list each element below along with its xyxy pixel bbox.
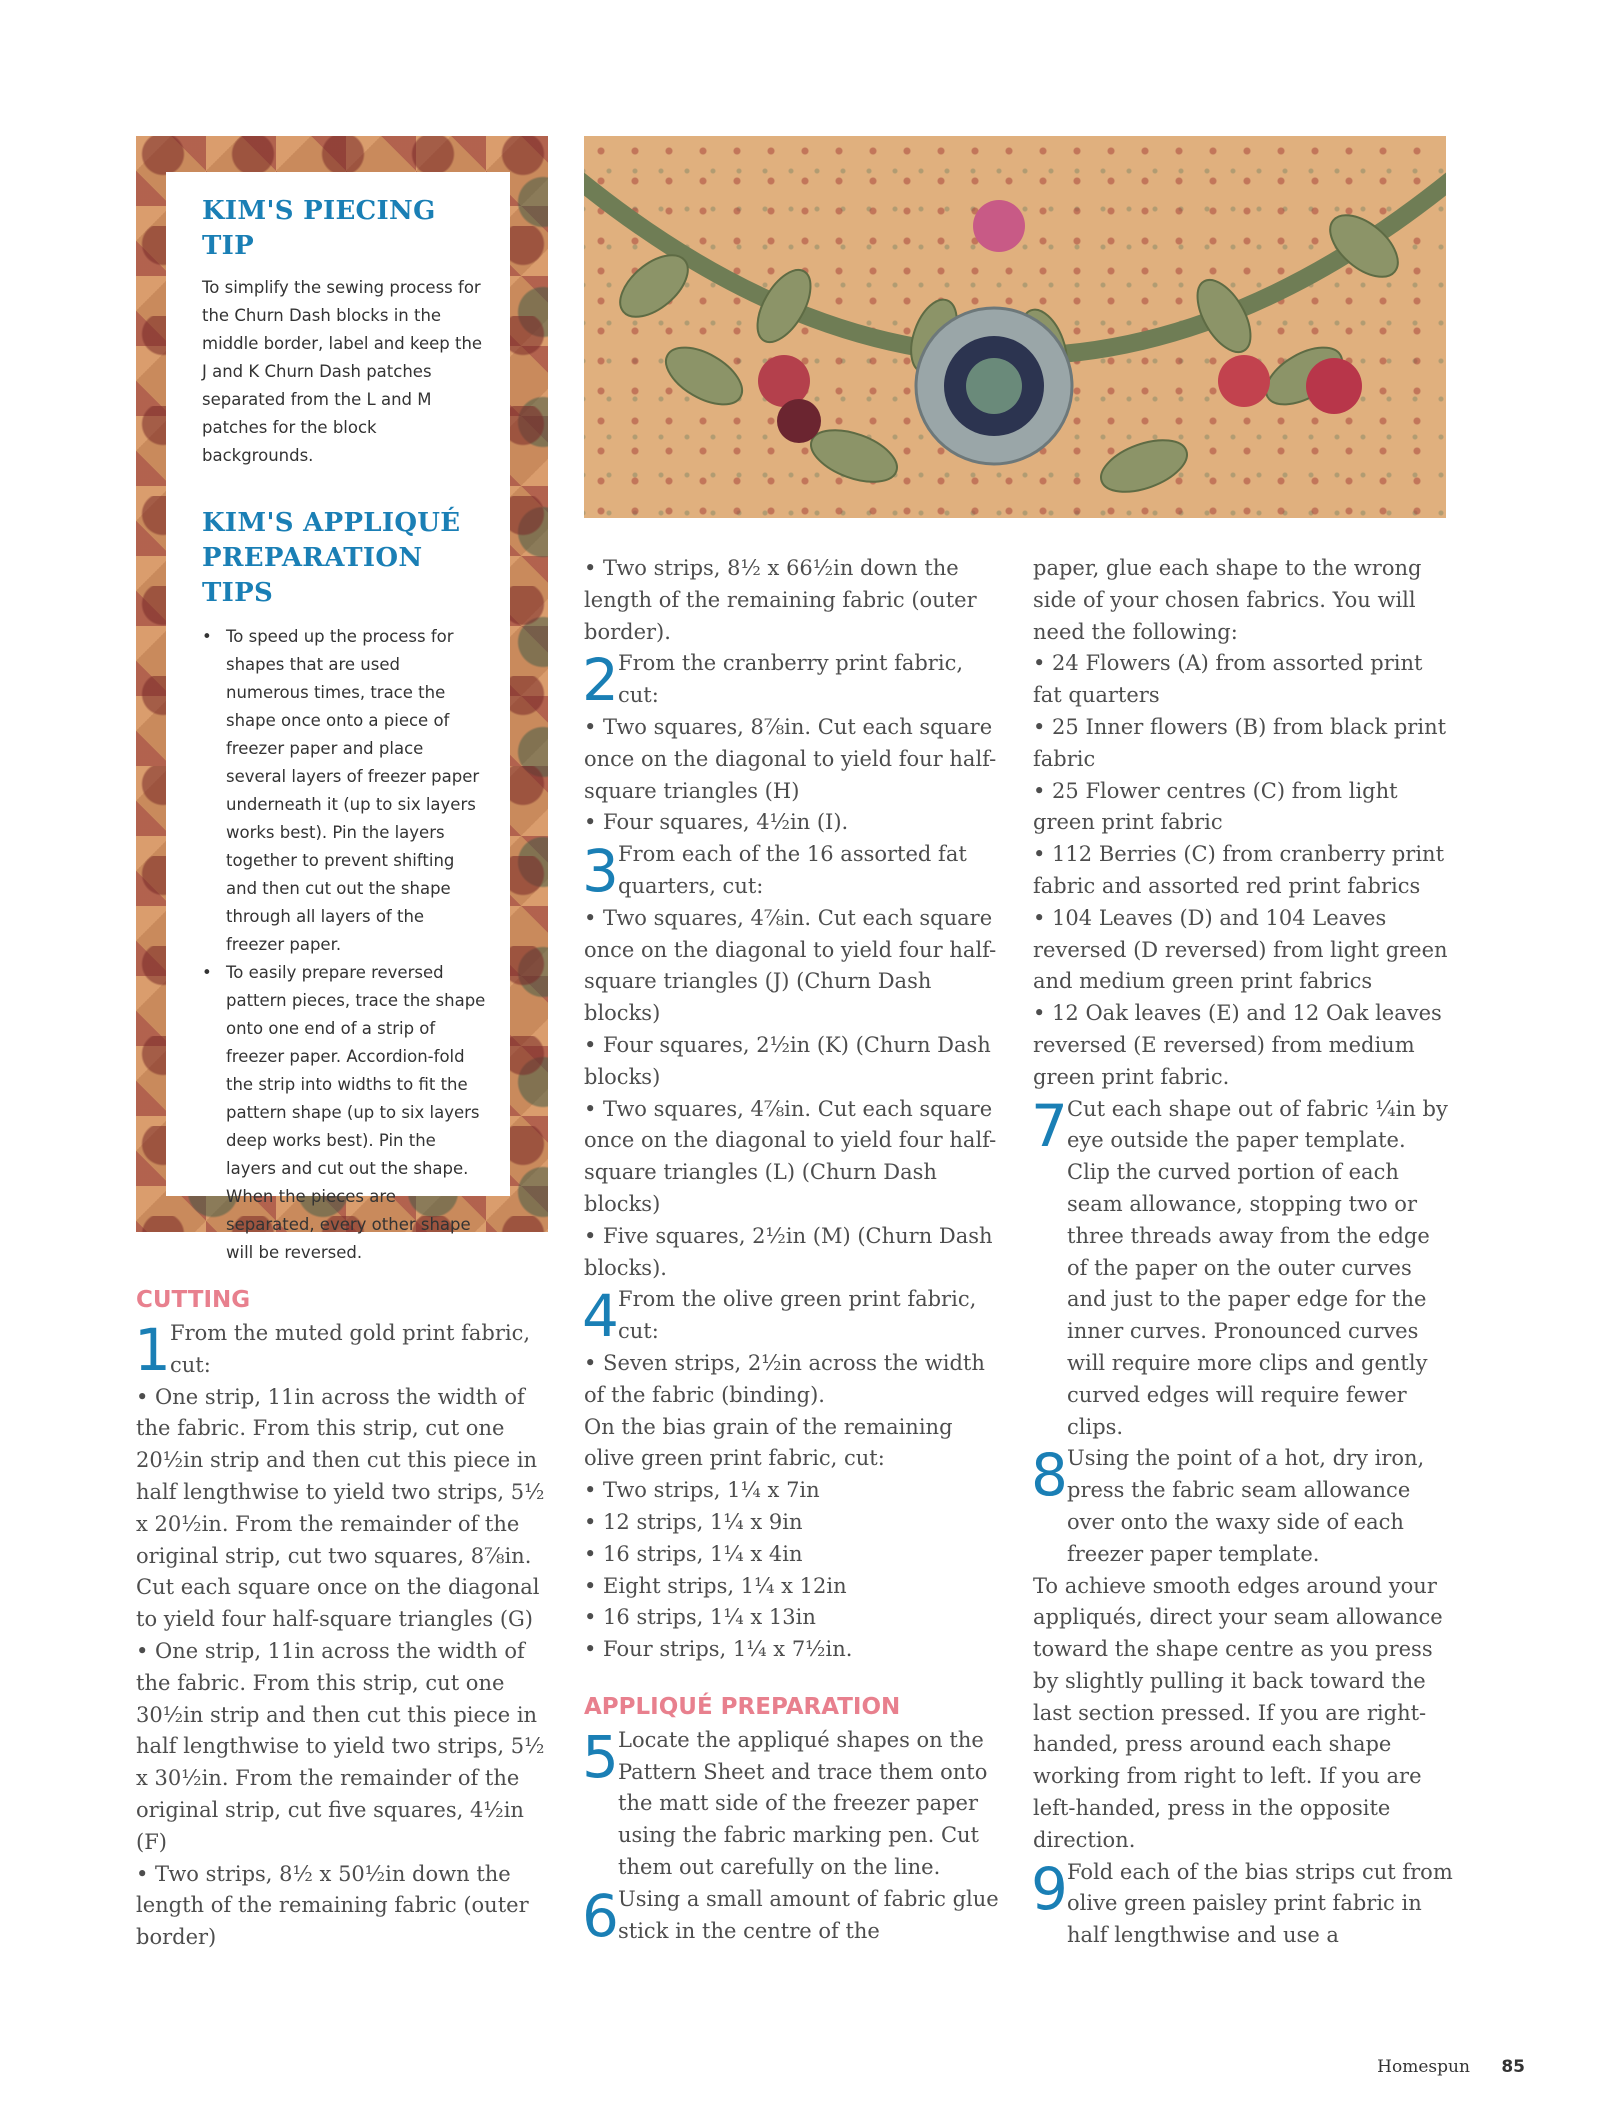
list-item: • Five squares, 2½in (M) (Churn Dash blocks).: [584, 1223, 993, 1280]
applique-preparation-heading: APPLIQUÉ PREPARATION: [584, 1693, 901, 1720]
list-item: • Two squares, 4⅞in. Cut each square once on the diagonal to yield four half-square triangles (J) (Churn Dash blocks): [584, 905, 997, 1026]
list-item: • Seven strips, 2½in across the width of the fabric (binding).: [584, 1350, 985, 1407]
tips-box: [166, 172, 510, 1262]
list-item: • Four squares, 2½in (K) (Churn Dash blocks): [584, 1032, 991, 1089]
list-item: • 104 Leaves (D) and 104 Leaves reversed (D reversed) from light green and medium green print fabrics: [1033, 905, 1448, 994]
list-item: • Two squares, 8⅞in. Cut each square once on the diagonal to yield four half-square triangles (H): [584, 714, 997, 803]
step-8: 8 Using the point of a hot, dry iron, press the fabric seam allowance over onto the waxy side of each freezer paper template.: [1031, 1441, 1425, 1566]
list-item: • 16 strips, 1¼ x 13in: [584, 1605, 816, 1630]
applique-tips-heading: KIM'S APPLIQUÉ PREPARATION TIPS: [202, 508, 461, 608]
applique-photo: [584, 136, 1446, 518]
list-item: • 16 strips, 1¼ x 4in: [584, 1541, 803, 1566]
list-item: • Two strips, 8½ x 66½in down the length of the remaining fabric (outer border).: [584, 556, 977, 644]
list-item: • Four squares, 4½in (I).: [584, 810, 849, 835]
step-3: 3 From each of the 16 assorted fat quarters, cut:: [582, 837, 967, 906]
list-item: • 25 Inner flowers (B) from black print fabric: [1033, 714, 1447, 771]
list-item: • One strip, 11in across the width of the fabric. From this strip, cut one 20½in strip and then cut this piece in half lengthwise to yield two strips, 5½ x 20½in. From the remainder of the original strip, cut two squares, 8⅞in. Cut each square once on the diagonal to yield four half-square triangles (G): [136, 1384, 545, 1632]
piecing-tip-heading: KIM'S PIECING TIP: [202, 196, 436, 261]
column-2: [582, 553, 1004, 1950]
step-6: 6 Using a small amount of fabric glue stick in the centre of the: [582, 1881, 999, 1950]
list-item: • 12 Oak leaves (E) and 12 Oak leaves reversed (E reversed) from medium green print fabric.: [1033, 1001, 1442, 1089]
list-item: • Four strips, 1¼ x 7½in.: [584, 1637, 853, 1662]
column-3: [1033, 553, 1453, 1952]
column-1: [136, 1284, 556, 1954]
magazine-name: Homespun: [1377, 2057, 1470, 2077]
list-item: • 12 strips, 1¼ x 9in: [584, 1509, 803, 1534]
list-item: • To easily prepare reversed pattern pieces, trace the shape onto one end of a strip of freezer paper. Accordion-fold the strip into widths to fit the pattern shape (up to six layers deep works best). Pin the layers and cut out the shape. When the pieces are separated, every other shape will be reversed.: [202, 959, 486, 1267]
cutting-heading: CUTTING: [136, 1287, 251, 1313]
list-item: • 112 Berries (C) from cranberry print fabric and assorted red print fabrics: [1033, 842, 1445, 898]
list-item: • To speed up the process for shapes that are used numerous times, trace the shape once onto a piece of freezer paper and place several layers of freezer paper underneath it (up to six layers works best). Pin the layers together to prevent shifting and then cut out the shape through all layers of the freezer paper.: [202, 623, 486, 959]
applique-tips-list: [202, 623, 486, 1267]
step-5: 5 Locate the appliqué shapes on the Pattern Sheet and trace them onto the matt side of the freezer paper using the fabric marking pen. Cut them out carefully on the line.: [582, 1722, 988, 1880]
step-4: 4 From the olive green print fabric, cut:: [582, 1282, 977, 1351]
paragraph: On the bias grain of the remaining olive green print fabric, cut:: [584, 1414, 953, 1471]
step-1: 1 From the muted gold print fabric, cut:: [134, 1316, 531, 1384]
step-7: 7 Cut each shape out of fabric ¼in by eye outside the paper template. Clip the curved portion of each seam allowance, stopping two or three threads away from the edge of the paper on the outer curves and just to the paper edge for the inner curves. Pronounced curves will require more clips and gently curved edges will require fewer clips.: [1031, 1091, 1448, 1439]
page-footer: [1377, 2057, 1525, 2077]
step-9: 9 Fold each of the bias strips cut from olive green paisley print fabric in half lengthwise and use a: [1031, 1854, 1453, 1948]
list-item: • Eight strips, 1¼ x 12in: [584, 1573, 847, 1598]
list-item: • Two strips, 1¼ x 7in: [584, 1478, 820, 1503]
paragraph: paper, glue each shape to the wrong side of your chosen fabrics. You will need the following:: [1033, 556, 1422, 644]
piecing-tip-body: To simplify the sewing process for the Churn Dash blocks in the middle border, label and keep the J and K Churn Dash patches separated from the L and M patches for the block backgrounds.: [202, 278, 483, 465]
list-item: • Two squares, 4⅞in. Cut each square once on the diagonal to yield four half-square triangles (L) (Churn Dash blocks): [584, 1096, 997, 1216]
list-item: • 25 Flower centres (C) from light green print fabric: [1033, 778, 1398, 835]
list-item: • One strip, 11in across the width of the fabric. From this strip, cut one 30½in strip and then cut this piece in half lengthwise to yield two strips, 5½ x 30½in. From the remainder of the original strip, cut five squares, 4½in (F): [136, 1638, 545, 1854]
list-item: • 24 Flowers (A) from assorted print fat quarters: [1033, 651, 1423, 708]
step-2: 2 From the cranberry print fabric, cut:: [582, 646, 964, 715]
list-item: • Two strips, 8½ x 50½in down the length of the remaining fabric (outer border): [136, 1861, 529, 1950]
paragraph: To achieve smooth edges around your appliqués, direct your seam allowance toward the shape centre as you press by slightly pulling it back toward the last section pressed. If you are right-handed, press around each shape working from right to left. If you are left-handed, press in the opposite direction.: [1033, 1573, 1443, 1852]
page-number: 85: [1501, 2057, 1525, 2077]
